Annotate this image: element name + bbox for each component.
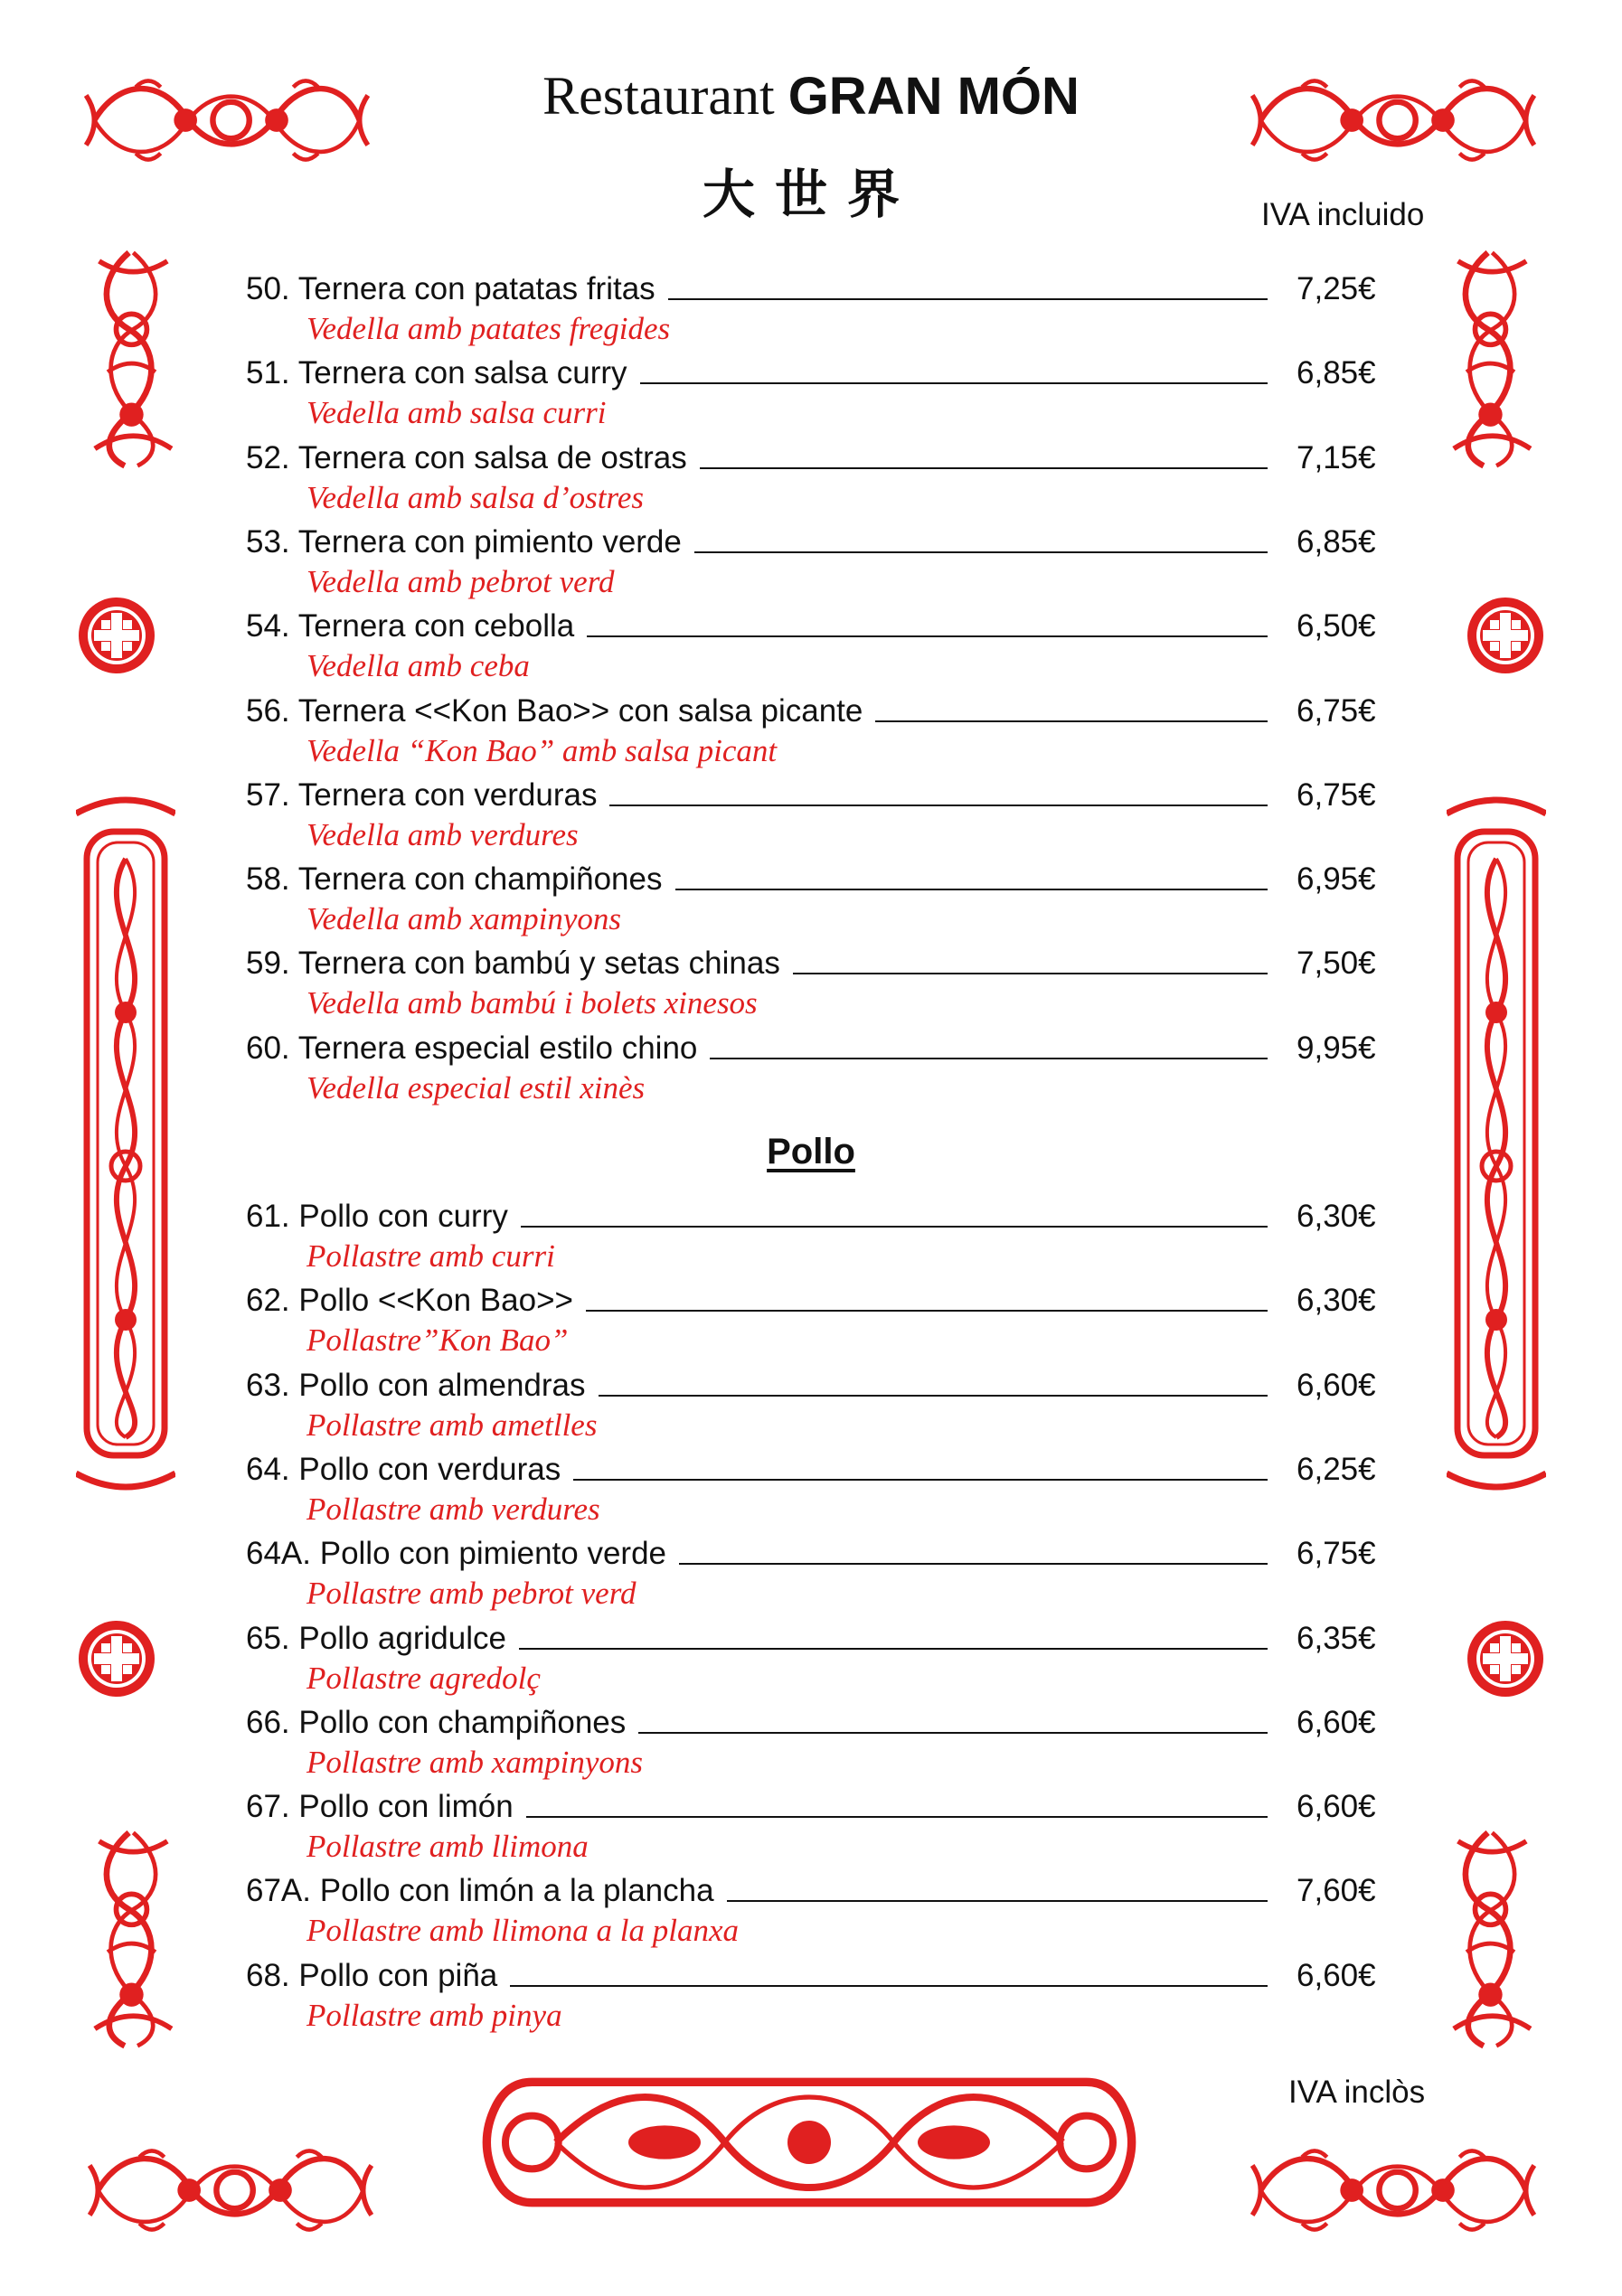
menu-item xyxy=(246,1283,1394,1366)
menu-item-name: 57. Ternera con verduras xyxy=(246,776,598,813)
menu-item-translation: Vedella amb patates fregides xyxy=(306,311,671,346)
dot-leader xyxy=(587,635,1268,637)
menu-item-line xyxy=(246,608,1268,645)
menu-item-price: 6,50€ xyxy=(1297,608,1376,645)
menu-item-name: 58. Ternera con champiñones xyxy=(246,861,663,898)
menu-item-line xyxy=(246,1199,1268,1235)
menu-item-price: 6,35€ xyxy=(1297,1620,1376,1656)
menu-item-line xyxy=(246,1030,1268,1067)
menu-item-price: 6,25€ xyxy=(1297,1451,1376,1487)
menu-item-price: 6,85€ xyxy=(1297,523,1376,560)
dot-leader xyxy=(793,973,1268,974)
dot-leader xyxy=(675,889,1268,890)
menu-item-translation: Vedella amb salsa d’ostres xyxy=(306,479,644,515)
menu-item-name: 53. Ternera con pimiento verde xyxy=(246,523,682,560)
menu-item-translation: Pollastre amb llimona a la planxa xyxy=(306,1913,739,1949)
menu-item-line xyxy=(246,440,1268,476)
menu-item xyxy=(246,1030,1394,1114)
shou-medallion-icon xyxy=(1465,595,1546,676)
corner-scroll-icon xyxy=(1244,2141,1542,2240)
menu-item-price: 7,25€ xyxy=(1297,271,1376,306)
menu-item-price: 6,75€ xyxy=(1297,776,1376,813)
dot-leader xyxy=(875,720,1268,722)
menu-item-line xyxy=(246,1452,1268,1488)
menu-item-line xyxy=(246,1705,1268,1741)
dot-leader xyxy=(700,467,1268,469)
dot-leader xyxy=(638,1732,1268,1734)
corner-scroll-icon xyxy=(81,2141,380,2240)
menu-item-name: 65. Pollo agridulce xyxy=(246,1620,506,1656)
menu-item xyxy=(246,1452,1394,1535)
menu-item-line xyxy=(246,524,1268,560)
shou-medallion-icon xyxy=(1465,1618,1546,1699)
menu-item xyxy=(246,1368,1394,1451)
menu-item xyxy=(246,271,1394,354)
menu-item xyxy=(246,1199,1394,1282)
dot-leader xyxy=(521,1226,1268,1228)
menu-item-price: 7,15€ xyxy=(1297,439,1376,475)
menu-item-translation: Vedella especial estil xinès xyxy=(306,1069,646,1106)
menu-item-line xyxy=(246,861,1268,898)
menu-item-name: 56. Ternera <<Kon Bao>> con salsa picante xyxy=(246,692,863,729)
menu-item-name: 60. Ternera especial estilo chino xyxy=(246,1030,698,1066)
menu-item-line xyxy=(246,1958,1268,1994)
tax-note-ca: IVA inclòs xyxy=(1288,2075,1426,2110)
floral-panel-icon xyxy=(77,1824,185,2050)
menu-item-name: 51. Ternera con salsa curry xyxy=(246,355,627,391)
menu-item-price: 6,60€ xyxy=(1297,1957,1376,1993)
dot-leader xyxy=(510,1985,1268,1987)
menu-item-translation: Vedella amb salsa curri xyxy=(306,395,607,431)
menu-item-name: 67A. Pollo con limón a la plancha xyxy=(246,1873,714,1909)
menu-item-price: 6,75€ xyxy=(1297,1536,1376,1572)
menu-item-price: 9,95€ xyxy=(1297,1030,1376,1066)
menu-item xyxy=(246,946,1394,1029)
dot-leader xyxy=(679,1563,1268,1565)
menu-item-price: 7,50€ xyxy=(1297,946,1376,982)
restaurant-title xyxy=(0,65,1622,127)
dot-leader xyxy=(599,1395,1268,1397)
menu-item-translation: Vedella amb bambú i bolets xinesos xyxy=(306,985,758,1021)
section-title-chicken: Pollo xyxy=(767,1132,855,1172)
menu-item-translation: Pollastre amb pinya xyxy=(306,1997,562,2033)
carp-banner-icon xyxy=(457,2070,1162,2215)
title-brand: GRAN MÓN xyxy=(787,67,1080,126)
dot-leader xyxy=(640,382,1268,384)
menu-item-price: 7,60€ xyxy=(1297,1873,1376,1909)
dot-leader xyxy=(526,1816,1268,1818)
menu-item xyxy=(246,1958,1394,2041)
menu-item-name: 66. Pollo con champiñones xyxy=(246,1704,627,1740)
dot-leader xyxy=(586,1310,1268,1312)
menu-item-translation: Pollastre amb pebrot verd xyxy=(306,1576,637,1612)
menu-item-translation: Pollastre amb llimona xyxy=(306,1829,589,1865)
menu-item-translation: Pollastre amb verdures xyxy=(306,1491,600,1527)
menu-item-translation: Vedella amb ceba xyxy=(306,648,530,684)
menu-item-translation: Vedella “Kon Bao” amb salsa picant xyxy=(306,732,778,768)
dot-leader xyxy=(710,1058,1268,1059)
menu-item-name: 64A. Pollo con pimiento verde xyxy=(246,1536,666,1572)
menu-item xyxy=(246,1536,1394,1619)
dot-leader xyxy=(573,1479,1268,1481)
menu-item-name: 52. Ternera con salsa de ostras xyxy=(246,439,687,475)
shou-medallion-icon xyxy=(76,595,157,676)
menu-item-name: 68. Pollo con piña xyxy=(246,1957,498,1993)
menu-item-name: 62. Pollo <<Kon Bao>> xyxy=(246,1283,573,1319)
tax-note-es: IVA incluido xyxy=(1261,197,1425,232)
floral-panel-icon xyxy=(1436,1824,1544,2050)
menu-item-name: 50. Ternera con patatas fritas xyxy=(246,271,655,306)
menu-item xyxy=(246,1789,1394,1872)
dot-leader xyxy=(727,1900,1268,1902)
menu-item-translation: Vedella amb verdures xyxy=(306,816,579,852)
menu-item-line xyxy=(246,355,1268,391)
menu-item xyxy=(246,777,1394,861)
menu-item-line xyxy=(246,693,1268,729)
menu-item xyxy=(246,608,1394,692)
menu-item-translation: Pollastre amb curri xyxy=(306,1238,555,1274)
menu-item xyxy=(246,1705,1394,1788)
menu-item-translation: Pollastre agredolç xyxy=(306,1660,541,1696)
dot-leader xyxy=(668,298,1268,300)
menu-item-line xyxy=(246,946,1268,982)
menu-item-line xyxy=(246,1873,1268,1909)
menu-item xyxy=(246,440,1394,523)
menu-item-line xyxy=(246,1283,1268,1319)
menu-item-price: 6,95€ xyxy=(1297,861,1376,898)
menu-item-name: 64. Pollo con verduras xyxy=(246,1451,561,1487)
menu-item-price: 6,75€ xyxy=(1297,692,1376,729)
menu-item-price: 6,85€ xyxy=(1297,355,1376,391)
menu-item-price: 6,60€ xyxy=(1297,1704,1376,1740)
menu-item-translation: Vedella amb xampinyons xyxy=(306,901,621,937)
menu-item-name: 54. Ternera con cebolla xyxy=(246,608,575,645)
menu-item-line xyxy=(246,1368,1268,1404)
menu-item-line xyxy=(246,1536,1268,1572)
menu-item-translation: Pollastre amb xampinyons xyxy=(306,1744,643,1780)
menu-item-name: 63. Pollo con almendras xyxy=(246,1367,586,1403)
menu-item-name: 67. Pollo con limón xyxy=(246,1789,514,1825)
menu-item-line xyxy=(246,777,1268,814)
floral-panel-icon xyxy=(77,244,185,470)
menu-item-translation: Pollastre”Kon Bao” xyxy=(306,1322,569,1359)
dot-leader xyxy=(609,805,1268,806)
title-prefix: Restaurant xyxy=(542,66,775,126)
dot-leader xyxy=(694,551,1268,553)
menu-item-translation: Pollastre amb ametlles xyxy=(306,1407,598,1443)
dot-leader xyxy=(519,1648,1268,1650)
shou-medallion-icon xyxy=(76,1618,157,1699)
menu-item-price: 6,30€ xyxy=(1297,1199,1376,1234)
menu-item-line xyxy=(246,1789,1268,1825)
chinese-name: 大世界 xyxy=(702,164,919,225)
menu-item xyxy=(246,524,1394,607)
menu-item-name: 61. Pollo con curry xyxy=(246,1199,508,1234)
menu-item-price: 6,60€ xyxy=(1297,1789,1376,1825)
menu-item xyxy=(246,693,1394,776)
menu-item xyxy=(246,1621,1394,1704)
menu-item xyxy=(246,1873,1394,1956)
menu-item-translation: Vedella amb pebrot verd xyxy=(306,563,615,599)
menu-item xyxy=(246,355,1394,438)
menu-item xyxy=(246,861,1394,945)
floral-panel-icon xyxy=(1436,244,1544,470)
menu-item-line xyxy=(246,1621,1268,1657)
menu-item-line xyxy=(246,271,1268,307)
menu-item-name: 59. Ternera con bambú y setas chinas xyxy=(246,946,780,982)
menu-item-price: 6,30€ xyxy=(1297,1283,1376,1319)
menu-item-price: 6,60€ xyxy=(1297,1367,1376,1403)
